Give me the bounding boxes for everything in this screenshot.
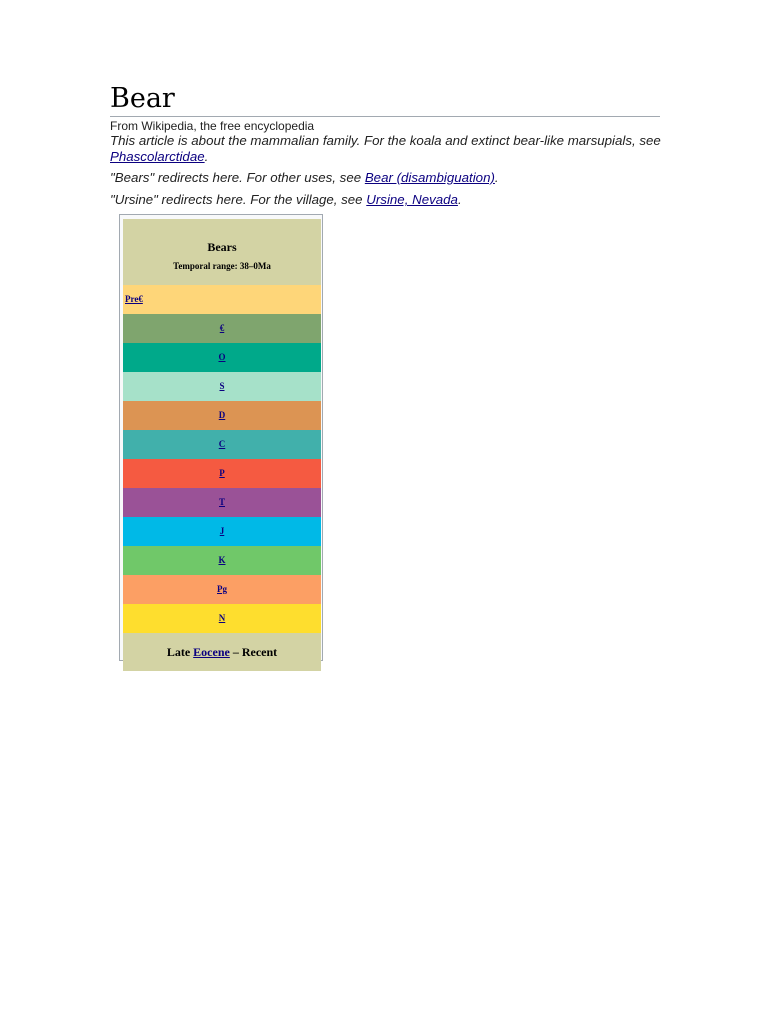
- hatnote-end: .: [204, 148, 209, 164]
- period-row: [123, 517, 321, 546]
- hatnote-text: "Ursine" redirects here. For the village, see: [110, 192, 367, 207]
- taxobox-header: [123, 219, 321, 285]
- hatnote-ursine: [110, 192, 662, 208]
- hatnote-text: This article is about the mammalian family. For the koala and extinct bear-like marsupials, see: [110, 133, 661, 148]
- hatnote-text: "Bears" redirects here. For other uses, see: [110, 170, 365, 185]
- bear-disambiguation-link[interactable]: Bear (disambiguation): [364, 170, 495, 185]
- period-row: [123, 372, 321, 401]
- geologic-timeline: [123, 285, 321, 633]
- temporal-range: Temporal range: 38–0Ma: [173, 261, 271, 271]
- range-end-text: – Recent: [229, 645, 278, 659]
- period-row: [123, 430, 321, 459]
- period-link[interactable]: €: [219, 323, 225, 333]
- period-link[interactable]: T: [218, 497, 225, 507]
- period-link[interactable]: P: [219, 468, 225, 478]
- taxobox: [119, 214, 323, 661]
- hatnote-end: .: [457, 192, 462, 207]
- site-tagline: From Wikipedia, the free encyclopedia: [110, 119, 315, 133]
- phascolarctidae-link[interactable]: Phascolarctidae: [110, 148, 205, 164]
- hatnote-end: .: [494, 170, 499, 185]
- period-row: [123, 604, 321, 633]
- period-row: [123, 459, 321, 488]
- period-link[interactable]: C: [218, 439, 226, 449]
- hatnote-bears: [110, 170, 662, 186]
- period-row: [123, 575, 321, 604]
- range-start-text: Late: [166, 645, 194, 659]
- ursine-nevada-link[interactable]: Ursine, Nevada: [366, 192, 458, 207]
- period-link[interactable]: K: [218, 555, 226, 565]
- period-link[interactable]: Pg: [217, 584, 227, 594]
- period-row: [123, 343, 321, 372]
- period-link[interactable]: O: [218, 352, 226, 362]
- period-row: [123, 488, 321, 517]
- title-divider: [110, 116, 660, 117]
- taxobox-range-footer: [123, 633, 321, 671]
- period-row: [123, 401, 321, 430]
- period-link[interactable]: N: [218, 613, 226, 623]
- period-link[interactable]: D: [218, 410, 226, 420]
- period-link[interactable]: S: [219, 381, 225, 391]
- period-link[interactable]: J: [219, 526, 225, 536]
- page-title: Bear: [110, 83, 175, 114]
- period-row: [123, 546, 321, 575]
- taxon-name: Bears: [207, 240, 237, 254]
- period-row: [123, 314, 321, 343]
- period-row: [123, 285, 321, 314]
- hatnote-koala: [110, 133, 662, 164]
- period-link[interactable]: Pre€: [125, 294, 143, 304]
- eocene-link[interactable]: Eocene: [193, 645, 230, 659]
